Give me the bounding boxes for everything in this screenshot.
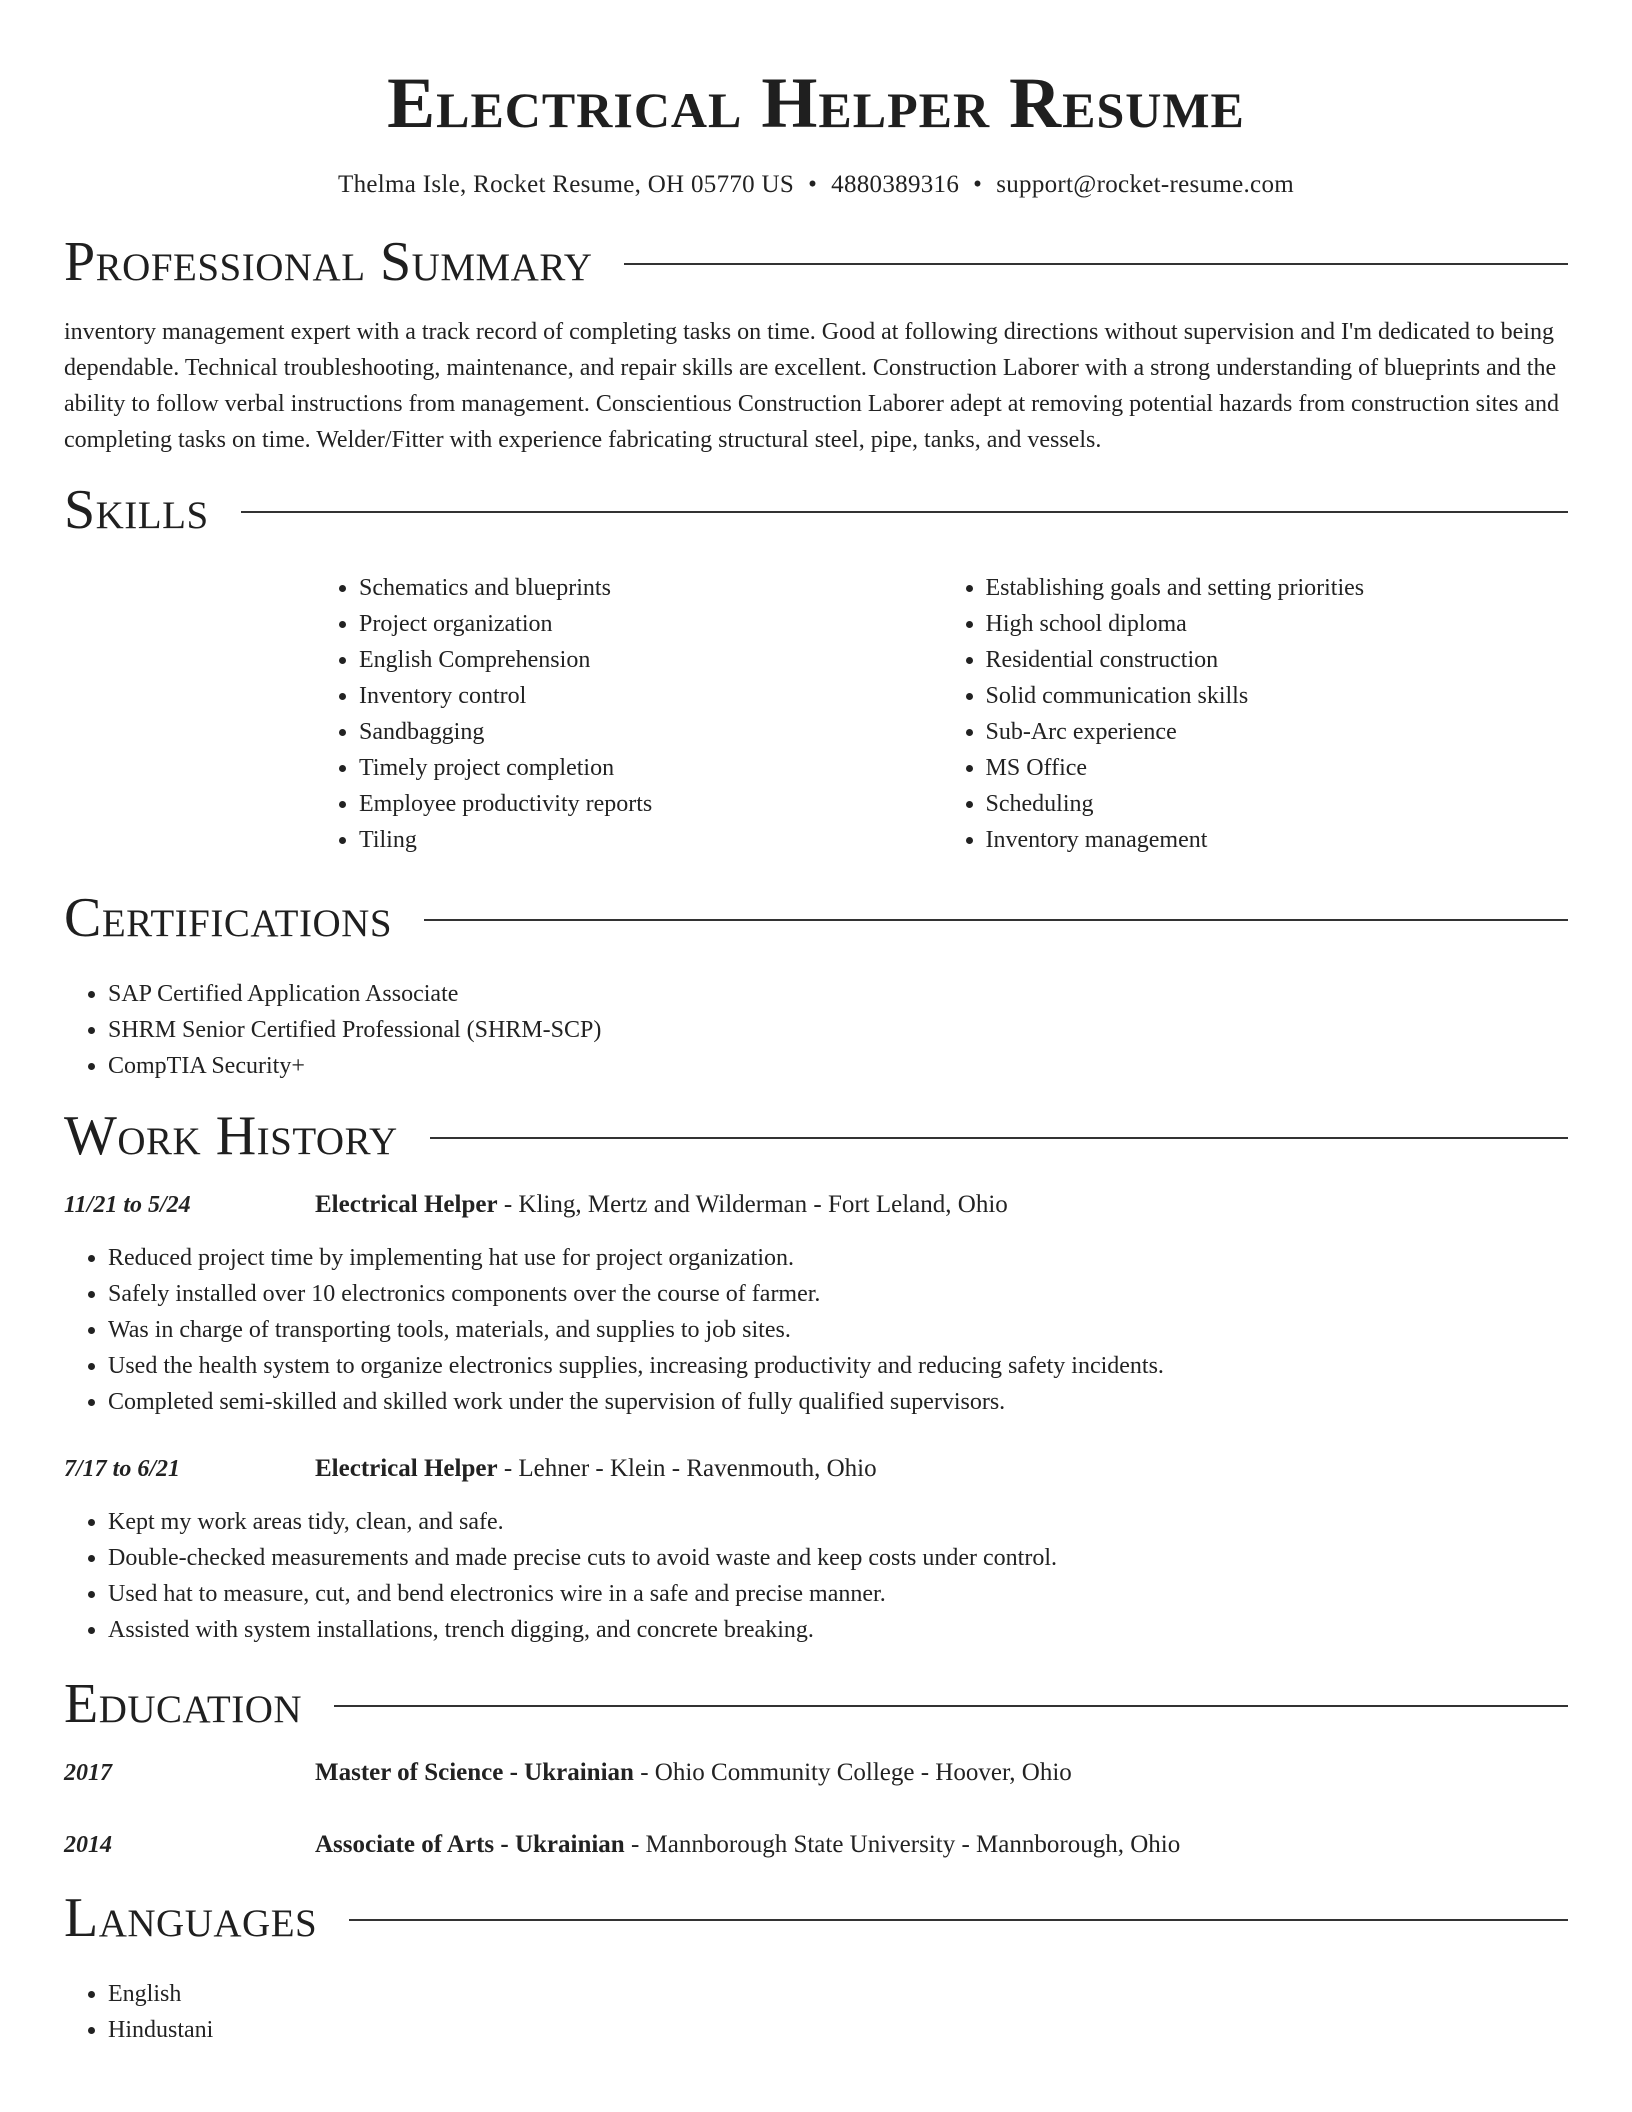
skill-item: • Timely project completion	[359, 750, 942, 786]
work-history-heading: Work History	[64, 1105, 398, 1167]
job-company: - Lehner - Klein - Ravenmouth, Ohio	[497, 1455, 877, 1482]
job-bullet: • Kept my work areas tidy, clean, and safe.	[108, 1504, 1568, 1540]
section-divider	[624, 263, 1568, 265]
education-school: - Mannborough State University - Mannborough, Ohio	[624, 1831, 1181, 1858]
job-header	[64, 1188, 1568, 1222]
education-heading: Education	[64, 1673, 303, 1735]
job-bullet: • Double-checked measurements and made precise cuts to avoid waste and keep costs under control.	[108, 1540, 1568, 1576]
job-entry	[64, 1452, 1568, 1648]
work-history-section-header	[64, 1106, 1568, 1166]
contact-address: Thelma Isle, Rocket Resume, OH 05770 US	[338, 171, 795, 198]
skill-item: • Sub-Arc experience	[986, 714, 1569, 750]
contact-separator: •	[973, 171, 983, 198]
resume-page	[64, 0, 1568, 2048]
job-bullets	[64, 1240, 1568, 1420]
skill-item: • Solid communication skills	[986, 678, 1569, 714]
certification-item: • SHRM Senior Certified Professional (SHRM-SCP)	[108, 1012, 1568, 1048]
education-heading-line	[315, 1756, 1072, 1790]
section-divider	[430, 1137, 1568, 1139]
job-title: Electrical Helper	[315, 1191, 498, 1218]
contact-line	[64, 168, 1568, 202]
skills-list-right	[942, 570, 1569, 858]
education-entry	[64, 1756, 1568, 1790]
skill-item: • English Comprehension	[359, 642, 942, 678]
skill-item: • High school diploma	[986, 606, 1569, 642]
summary-section-header	[64, 232, 1568, 292]
certification-item: • CompTIA Security+	[108, 1048, 1568, 1084]
education-degree: Master of Science - Ukrainian	[315, 1759, 634, 1786]
job-title: Electrical Helper	[315, 1455, 498, 1482]
job-bullet: • Assisted with system installations, trench digging, and concrete breaking.	[108, 1612, 1568, 1648]
skill-item: • Tiling	[359, 822, 942, 858]
job-bullet: • Was in charge of transporting tools, materials, and supplies to job sites.	[108, 1312, 1568, 1348]
summary-heading: Professional Summary	[64, 231, 593, 293]
job-bullet: • Safely installed over 10 electronics components over the course of farmer.	[108, 1276, 1568, 1312]
contact-separator: •	[808, 171, 818, 198]
job-bullet: • Completed semi-skilled and skilled work under the supervision of fully qualified supervisors.	[108, 1384, 1568, 1420]
languages-list	[64, 1976, 1568, 2048]
skill-item: • Schematics and blueprints	[359, 570, 942, 606]
job-company: - Kling, Mertz and Wilderman - Fort Leland, Ohio	[497, 1191, 1008, 1218]
section-divider	[349, 1919, 1568, 1921]
section-divider	[424, 919, 1568, 921]
skill-item: • Scheduling	[986, 786, 1569, 822]
contact-email[interactable]: support@rocket-resume.com	[996, 171, 1294, 198]
skill-item: • Sandbagging	[359, 714, 942, 750]
job-entry	[64, 1188, 1568, 1420]
job-bullets	[64, 1504, 1568, 1648]
skills-list-left	[315, 570, 942, 858]
education-degree: Associate of Arts - Ukrainian	[315, 1831, 625, 1858]
job-header	[64, 1452, 1568, 1486]
contact-phone: 4880389316	[831, 171, 960, 198]
certification-item: • SAP Certified Application Associate	[108, 976, 1568, 1012]
languages-heading: Languages	[64, 1887, 318, 1949]
education-year: 2014	[64, 1832, 112, 1858]
skills-heading: Skills	[64, 479, 209, 541]
education-entry	[64, 1828, 1568, 1862]
certifications-heading: Certifications	[64, 887, 393, 949]
skills-grid	[315, 570, 1568, 858]
section-divider	[334, 1705, 1568, 1707]
job-heading	[315, 1188, 1008, 1222]
language-item: • Hindustani	[108, 2012, 1568, 2048]
summary-text: inventory management expert with a track record of completing tasks on time. Good at following directions without supervision and I'm dedicated to being dependable. Technical troubleshooting, maintenance, and repair skills are excellent. Construction Laborer with a strong understanding of blueprints and the ability to follow verbal instructions from management. Conscientious Construction Laborer adept at removing potential hazards from construction sites and completing tasks on time. Welder/Fitter with experience fabricating structural steel, pipe, tanks, and vessels.	[64, 319, 1559, 453]
skill-item: • Employee productivity reports	[359, 786, 942, 822]
education-heading-line	[315, 1828, 1180, 1862]
job-bullet: • Reduced project time by implementing hat use for project organization.	[108, 1240, 1568, 1276]
language-item: • English	[108, 1976, 1568, 2012]
certifications-list	[64, 976, 1568, 1084]
education-school: - Ohio Community College - Hoover, Ohio	[633, 1759, 1072, 1786]
education-section-header	[64, 1674, 1568, 1734]
certifications-section-header	[64, 888, 1568, 948]
skill-item: • Project organization	[359, 606, 942, 642]
job-heading	[315, 1452, 877, 1486]
skill-item: • Inventory management	[986, 822, 1569, 858]
resume-title: Electrical Helper Resume	[387, 63, 1245, 143]
skill-item: • MS Office	[986, 750, 1569, 786]
skill-item: • Inventory control	[359, 678, 942, 714]
section-divider	[241, 511, 1568, 513]
job-bullet: • Used hat to measure, cut, and bend electronics wire in a safe and precise manner.	[108, 1576, 1568, 1612]
skill-item: • Establishing goals and setting priorities	[986, 570, 1569, 606]
skills-section-header	[64, 480, 1568, 540]
job-dates: 7/17 to 6/21	[64, 1456, 181, 1482]
skill-item: • Residential construction	[986, 642, 1569, 678]
job-dates: 11/21 to 5/24	[64, 1192, 191, 1218]
job-bullet: • Used the health system to organize electronics supplies, increasing productivity and reducing safety incidents.	[108, 1348, 1568, 1384]
languages-section-header	[64, 1888, 1568, 1948]
education-year: 2017	[64, 1760, 112, 1786]
